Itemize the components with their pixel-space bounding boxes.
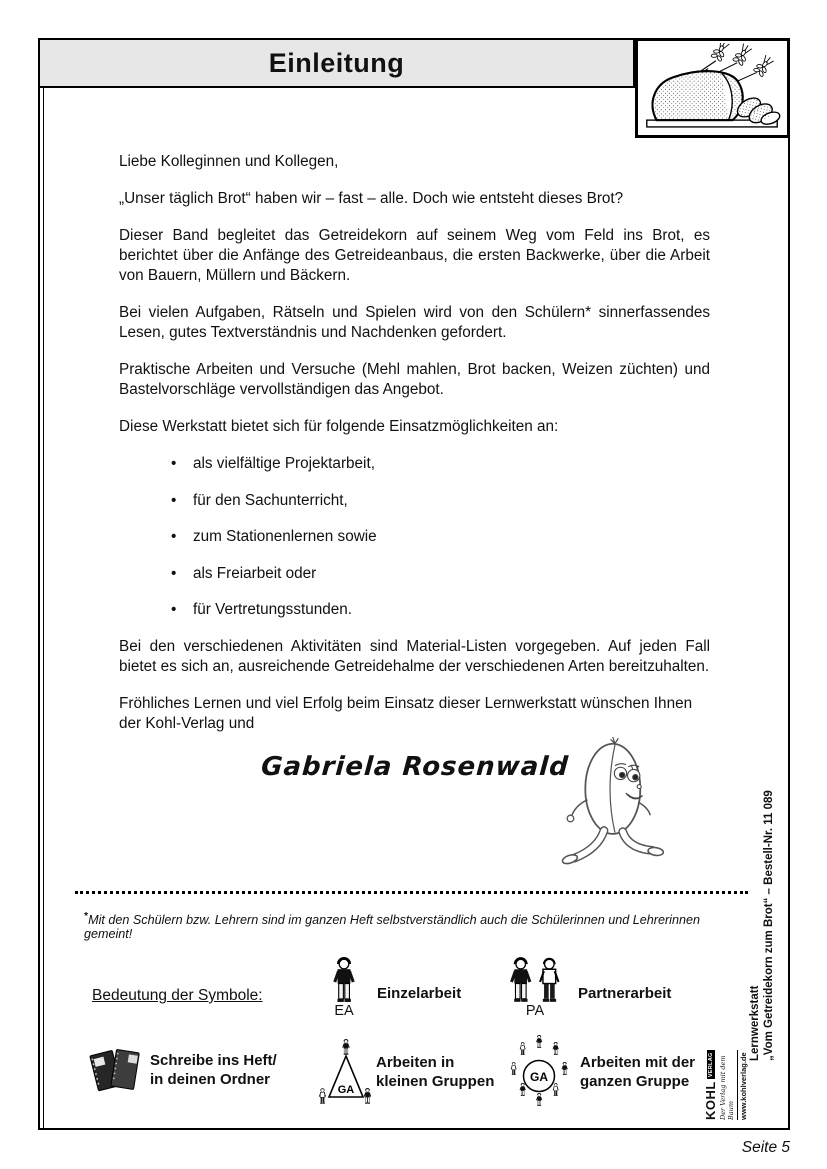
list-item: • als Freiarbeit oder <box>171 564 317 582</box>
list-item: • als vielfältige Projektarbeit, <box>171 455 375 472</box>
symbol-label-einzelarbeit: Einzelarbeit <box>377 985 462 1002</box>
symbol-abbr-ea: EA <box>334 1003 354 1019</box>
author-signature: Gabriela Rosenwald <box>260 752 570 782</box>
paragraph: Bei den verschiedenen Aktivitäten sind Material-Listen vorgegeben. Auf jeden Fall bietet es sich an, ausreichende Getreidehalme der verschiedenen Arten bereitzuhalten. <box>119 638 710 675</box>
paragraph: Bei vielen Aufgaben, Rätseln und Spielen wird von den Schülern* sinnerfassendes Lesen, gutes Textverständnis und Nachdenken gefordert. <box>119 304 710 341</box>
dotted-separator <box>75 891 748 894</box>
symbol-abbr-pa: PA <box>525 1003 545 1019</box>
symbols-heading: Bedeutung der Symbole: <box>92 987 263 1004</box>
publisher-logo <box>703 1052 763 1123</box>
sidebar-line2: „Vom Getreidekorn zum Brot“ – Bestell-Nr. 11 089 <box>763 790 775 1061</box>
paragraph: Fröhliches Lernen und viel Erfolg beim Einsatz dieser Lernwerkstatt wünschen Ihnen der Kohl-Verlag und <box>119 695 693 732</box>
bullet-icon: • <box>171 455 177 472</box>
page-number: Seite 5 <box>741 1139 790 1156</box>
circle-group-icon <box>506 1035 572 1116</box>
symbol-label-kleingruppe: Arbeiten in kleinen Gruppen <box>376 1054 495 1090</box>
salutation: Liebe Kolleginnen und Kollegen, <box>119 153 339 170</box>
list-item: • für den Sachunterricht, <box>171 491 348 509</box>
publisher-chip: VERLAG <box>707 1052 714 1078</box>
sidebar-booklet-info <box>748 731 778 1061</box>
paragraph: Praktische Arbeiten und Versuche (Mehl mahlen, Brot backen, Weizen züchten) und Bastelvorschläge vervollständigen das Angebot. <box>119 361 710 398</box>
sidebar-line1: Lernwerkstatt <box>749 985 761 1061</box>
bullet-icon: • <box>171 528 177 545</box>
publisher-url: www.kohlverlag.de <box>739 1052 748 1120</box>
usage-bullet-list <box>119 454 710 620</box>
bullet-icon: • <box>171 564 177 582</box>
header-title-bar <box>38 38 635 88</box>
bullet-icon: • <box>171 601 177 618</box>
triangle-group-icon <box>317 1039 375 1112</box>
page-title: Einleitung <box>268 47 405 78</box>
footnote-asterisk: * <box>84 910 89 922</box>
publisher-tagline: Der Verlag mit dem Baum <box>719 1055 735 1120</box>
list-item: • für Vertretungsstunden. <box>171 601 353 618</box>
symbol-label-ganzgruppe: Arbeiten mit der ganzen Gruppe <box>580 1054 696 1090</box>
paragraph: „Unser täglich Brot“ haben wir – fast – alle. Doch wie entsteht dieses Brot? <box>119 190 624 207</box>
list-item: • zum Stationenlernen sowie <box>171 528 377 545</box>
bullet-icon: • <box>171 491 177 509</box>
symbol-label-heft: Schreibe ins Heft/ in deinen Ordner <box>150 1052 277 1088</box>
svg-text:GA: GA <box>530 1070 548 1084</box>
paragraph: Dieser Band begleitet das Getreidekorn auf seinem Weg vom Feld ins Brot, es berichtet über die Anfänge des Getreideanbaus, die ersten Backwerke, über die Arbeit von Bauern, Müllern und Bäckern. <box>119 227 710 284</box>
body-text <box>119 152 710 751</box>
header-image-box <box>635 38 790 138</box>
paragraph: Diese Werkstatt bietet sich für folgende Einsatzmöglichkeiten an: <box>119 418 559 435</box>
notebooks-icon <box>86 1045 144 1102</box>
walking-grain-character <box>560 736 670 873</box>
footnote: *Mit den Schülern bzw. Lehrern sind im ganzen Heft selbstverständlich auch die Schülerinnen und Lehrerinnen gemeint! <box>84 910 700 942</box>
bread-and-wheat-illustration <box>640 43 785 133</box>
publisher-name: KOHL <box>703 1081 718 1120</box>
svg-text:GA: GA <box>337 1084 355 1096</box>
symbol-label-partnerarbeit: Partnerarbeit <box>578 985 672 1002</box>
